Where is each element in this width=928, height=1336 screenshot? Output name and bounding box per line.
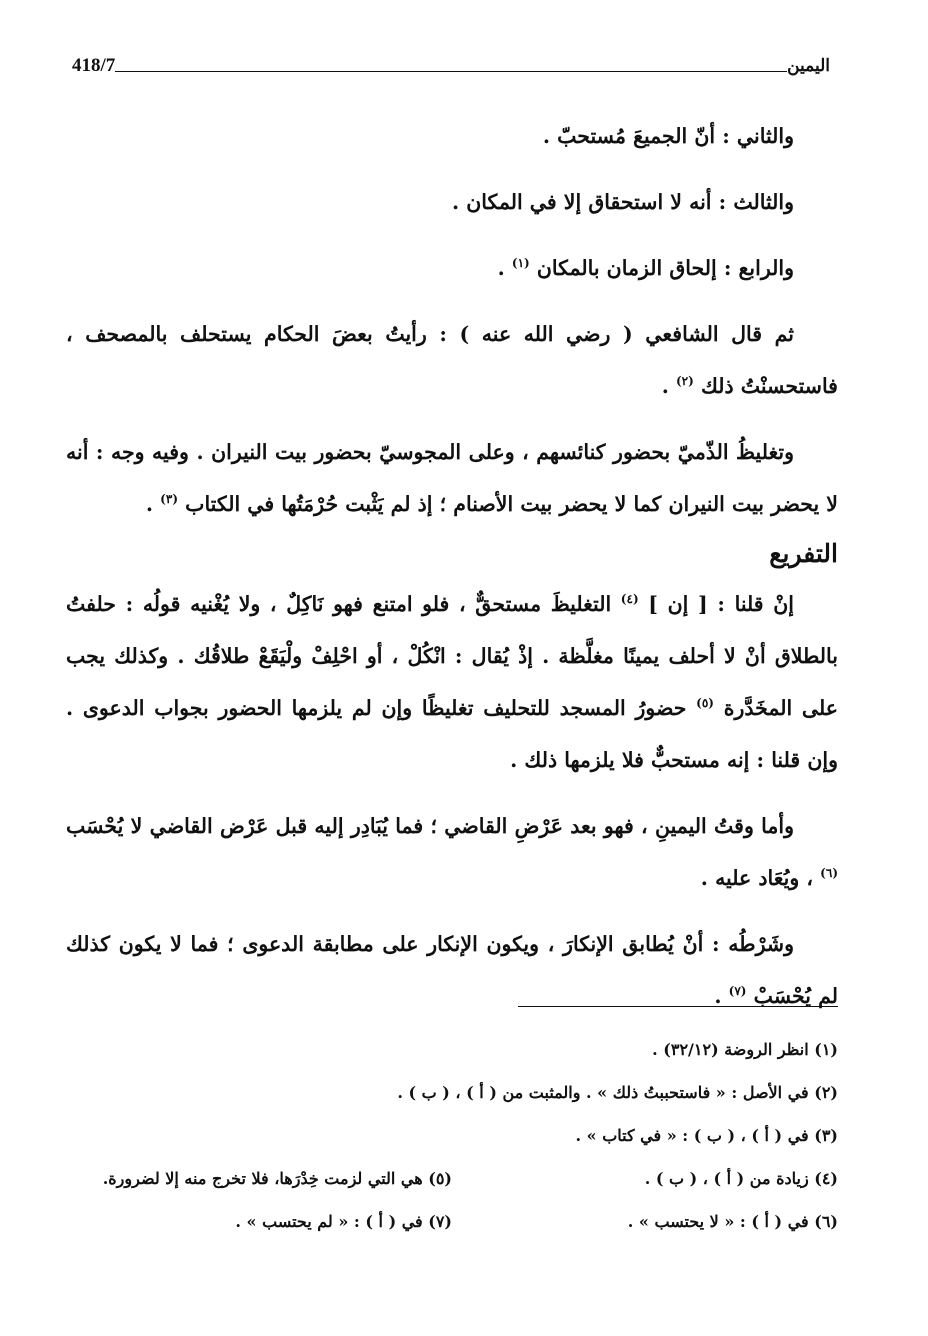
paragraph-time <box>66 800 838 904</box>
page-header <box>66 52 838 76</box>
footnote-ref-3: (٣) <box>160 492 178 507</box>
paragraph-dhimmi <box>66 426 838 530</box>
footnotes <box>66 1028 838 1243</box>
footnote-row-6-7 <box>66 1200 838 1243</box>
paragraph-second <box>66 110 838 162</box>
footnote-divider <box>518 1006 838 1007</box>
footnote-5: (٥) هي التي لزمت خِدْرَها، فلا تخرج منه إلا لضرورة. <box>102 1169 452 1188</box>
paragraph-tafri <box>66 578 838 786</box>
text-third: والثالث : أنه لا استحقاق إلا في المكان . <box>451 190 794 214</box>
footnote-row-4-5 <box>66 1157 838 1200</box>
text-shafii-end: . <box>661 374 676 398</box>
text-time-a: وأما وقتُ اليمينِ ، فهو بعد عَرْضِ القاضي ؛ فما يُبَادِر إليه قبل عَرْض القاضي لا يُحْسَب <box>66 814 794 838</box>
running-title: اليمين <box>787 56 830 76</box>
paragraph-shafii <box>66 308 838 412</box>
text-condition: وشَرْطُه : أنْ يُطابق الإنكارَ ، ويكون الإنكار على مطابقة الدعوى ؛ فما لا يكون كذلك لم يُحْسَبْ <box>66 932 838 1008</box>
text-tafri-a: إنْ قلنا : [ إن ] <box>648 592 795 616</box>
footnote-ref-5: (٥) <box>696 696 714 711</box>
footnote-ref-4: (٤) <box>620 592 639 607</box>
text-dhimmi-end: . <box>145 492 161 516</box>
text-tafri-c: حضورُ المسجد للتحليف تغليظًا وإن لم يلزمها الحضور بجواب الدعوى . وإن قلنا : إنه مستحبٌّ فلا يلزمها ذلك . <box>66 696 838 772</box>
footnote-ref-6: (٦) <box>820 866 838 881</box>
footnote-3: (٣) في ( أ ) ، ( ب ) : « في كتاب » . <box>575 1126 838 1145</box>
paragraph-fourth <box>66 242 838 294</box>
text-fourth-end: . <box>497 256 512 280</box>
section-heading: التفريع <box>769 539 838 568</box>
page-number: 418/7 <box>72 55 116 76</box>
footnote-ref-1: (١) <box>511 256 530 271</box>
main-text <box>66 110 838 1022</box>
footnote-ref-7: (٧) <box>728 984 747 999</box>
text-dhimmi: وتغليظُ الذّميّ بحضور كنائسهم ، وعلى المجوسيّ بحضور بيت النيران . وفيه وجه : أنه لا يحضر بيت النيران كما لا يحضر بيت الأصنام ؛ إذ لم يَثْبت حُرْمَتُها في الكتاب <box>66 440 838 516</box>
footnote-7: (٧) في ( أ ) : « لم يحتسب » . <box>235 1212 452 1231</box>
text-tafri-b: التغليظَ مستحقٌّ ، فلو امتنع فهو نَاكِلٌ ، ولا يُغْنيه قولُه : حلفتُ بالطلاق أنْ لا أحلف يمينًا مغلَّظة . إذْ يُقال : انْكُلْ ، أو احْلِفْ ولْيَقَعْ طلاقُك . وكذلك يجب على المخَدَّرة <box>66 592 838 720</box>
footnote-ref-2: (٢) <box>675 374 694 389</box>
footnote-6: (٦) في ( أ ) : « لا يحتسب » . <box>627 1212 838 1231</box>
paragraph-third <box>66 176 838 228</box>
footnote-4: (٤) زيادة من ( أ ) ، ( ب ) . <box>644 1169 838 1188</box>
footnote-2: (٢) في الأصل : « فاستحببتُ ذلك » . والمثبت من ( أ ) ، ( ب ) . <box>397 1083 838 1102</box>
footnote-1: (١) انظر الروضة (٣٢/١٢) . <box>652 1040 838 1059</box>
text-condition-end: . <box>714 984 729 1008</box>
text-time-b: ، ويُعَاد عليه . <box>700 866 821 890</box>
text-shafii: ثم قال الشافعي ( رضي الله عنه ) : رأيتُ بعضَ الحكام يستحلف بالمصحف ، فاستحسنْتُ ذلك <box>66 322 838 398</box>
header-rule <box>115 71 787 72</box>
text-second: والثاني : أنّ الجميعَ مُستحبّ . <box>542 124 794 148</box>
text-fourth: والرابع : إلحاق الزمان بالمكان <box>536 256 794 280</box>
